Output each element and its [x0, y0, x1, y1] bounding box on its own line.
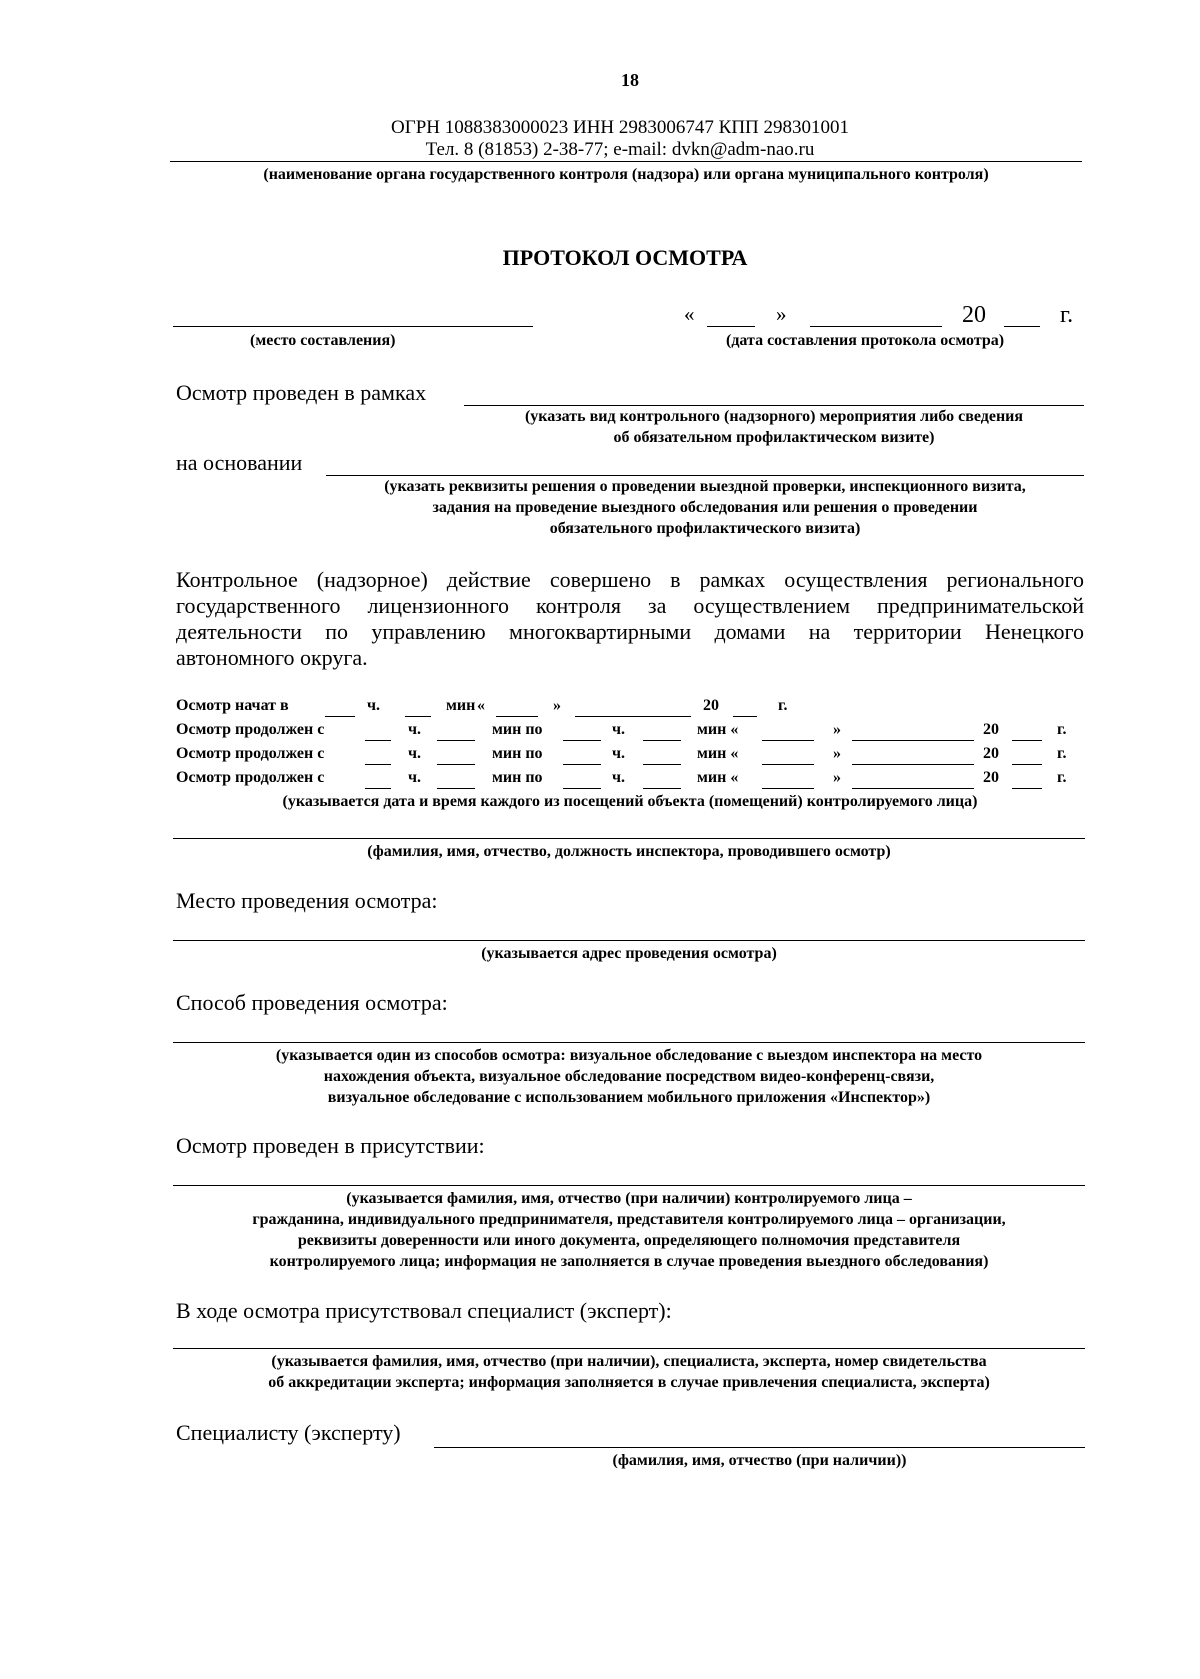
continued-from-hours-field[interactable] — [365, 740, 391, 741]
continued-minutes-to: мин по — [492, 769, 543, 786]
continued-to-minutes-field[interactable] — [643, 764, 681, 765]
continued-from-hours-field[interactable] — [365, 764, 391, 765]
date-year-prefix: 20 — [962, 302, 986, 328]
continued-from-hours-field[interactable] — [365, 788, 391, 789]
continued-to-minutes-field[interactable] — [643, 788, 681, 789]
statement-line-3: деятельности по управлению многоквартирными домами на территории Ненецкого — [176, 619, 1084, 644]
continued-minutes-quote: мин « — [697, 745, 739, 762]
continued-close-quote: » — [833, 745, 841, 762]
continued-day-field[interactable] — [762, 740, 814, 741]
continued-year-field[interactable] — [1012, 764, 1042, 765]
presence-caption-3: реквизиты доверенности или иного документа, определяющего полномочия представителя — [297, 1232, 961, 1249]
continued-month-field[interactable] — [852, 764, 974, 765]
header-ids: ОГРН 1088383000023 ИНН 2983006747 КПП 298301001 — [390, 117, 850, 138]
continued-to-hours-unit: ч. — [612, 721, 626, 738]
presence-caption-4: контролируемого лица; информация не заполняется в случае проведения выездного обследования) — [269, 1253, 989, 1270]
date-open-quote: « — [684, 302, 695, 326]
continued-year-field[interactable] — [1012, 788, 1042, 789]
started-hours-unit: ч. — [367, 697, 381, 714]
statement-line-4: автономного округа. — [176, 645, 368, 670]
page-number: 18 — [621, 70, 639, 90]
continued-year-field[interactable] — [1012, 740, 1042, 741]
continued-minutes-quote: мин « — [697, 769, 739, 786]
basis-field[interactable] — [326, 475, 1084, 476]
continued-to-hours-unit: ч. — [612, 745, 626, 762]
date-close-quote: » — [776, 302, 787, 326]
statement-line-2: государственного лицензионного контроля за осуществлением предпринимательской — [176, 593, 1084, 618]
started-close-quote: » — [553, 697, 561, 714]
location-field[interactable] — [173, 940, 1085, 941]
framework-caption-1: (указать вид контрольного (надзорного) мероприятия либо сведения — [524, 408, 1024, 425]
started-open-quote: « — [477, 697, 485, 714]
date-caption: (дата составления протокола осмотра) — [726, 332, 1005, 349]
started-minutes-unit: мин — [446, 697, 476, 714]
continued-from-minutes-field[interactable] — [437, 764, 475, 765]
continued-to-hours-field[interactable] — [563, 788, 601, 789]
timing-caption: (указывается дата и время каждого из посещений объекта (помещений) контролируемого лица) — [282, 793, 978, 810]
basis-caption-1: (указать реквизиты решения о проведении выездной проверки, инспекционного визита, — [384, 478, 1026, 495]
started-year-suffix: г. — [778, 697, 788, 714]
presence-label: Осмотр проведен в присутствии: — [176, 1133, 485, 1158]
started-day-field[interactable] — [496, 716, 538, 717]
continued-day-field[interactable] — [762, 788, 814, 789]
expert-field[interactable] — [173, 1348, 1085, 1349]
inspector-caption: (фамилия, имя, отчество, должность инспектора, проводившего осмотр) — [367, 843, 891, 860]
continued-year-suffix: г. — [1057, 745, 1067, 762]
framework-label: Осмотр проведен в рамках — [176, 380, 427, 405]
expert-caption-2: об аккредитации эксперта; информация заполняется в случае привлечения специалиста, эксперта) — [268, 1374, 990, 1391]
basis-label: на основании — [176, 450, 303, 475]
specialist-field[interactable] — [434, 1447, 1085, 1448]
header-caption: (наименование органа государственного контроля (надзора) или органа муниципального контроля) — [263, 166, 989, 183]
place-field[interactable] — [173, 326, 533, 327]
continued-year-prefix: 20 — [983, 721, 999, 738]
continued-year-suffix: г. — [1057, 769, 1067, 786]
continued-from-minutes-field[interactable] — [437, 740, 475, 741]
continued-to-hours-field[interactable] — [563, 740, 601, 741]
started-hours-field[interactable] — [325, 716, 355, 717]
continued-minutes-to: мин по — [492, 745, 543, 762]
presence-caption-1: (указывается фамилия, имя, отчество (при наличии) контролируемого лица – — [346, 1190, 912, 1207]
inspector-field[interactable] — [173, 838, 1085, 839]
continued-year-suffix: г. — [1057, 721, 1067, 738]
continued-from-hours-unit: ч. — [408, 721, 422, 738]
continued-minutes-quote: мин « — [697, 721, 739, 738]
specialist-label: Специалисту (эксперту) — [176, 1420, 401, 1445]
date-day-field[interactable] — [707, 326, 755, 327]
location-label: Место проведения осмотра: — [176, 888, 438, 913]
header-rule — [170, 161, 1082, 162]
statement-line-1: Контрольное (надзорное) действие совершено в рамках осуществления регионального — [176, 567, 1084, 592]
method-field[interactable] — [173, 1042, 1085, 1043]
date-year-suffix: г. — [1060, 302, 1074, 328]
continued-close-quote: » — [833, 721, 841, 738]
specialist-caption: (фамилия, имя, отчество (при наличии)) — [612, 1452, 907, 1469]
method-label: Способ проведения осмотра: — [176, 990, 448, 1015]
continued-month-field[interactable] — [852, 740, 974, 741]
expert-caption-1: (указывается фамилия, имя, отчество (при наличии), специалиста, эксперта, номер свидетельства — [271, 1353, 987, 1370]
date-month-field[interactable] — [810, 326, 942, 327]
continued-minutes-to: мин по — [492, 721, 543, 738]
continued-to-minutes-field[interactable] — [643, 740, 681, 741]
continued-year-prefix: 20 — [983, 745, 999, 762]
continued-from-hours-unit: ч. — [408, 769, 422, 786]
basis-caption-3: обязательного профилактического визита) — [549, 520, 861, 537]
started-month-field[interactable] — [575, 716, 691, 717]
method-caption-2: нахождения объекта, визуальное обследование посредством видео-конференц-связи, — [323, 1068, 935, 1085]
continued-from-hours-unit: ч. — [408, 745, 422, 762]
framework-caption-2: об обязательном профилактическом визите) — [613, 429, 935, 446]
continued-to-hours-field[interactable] — [563, 764, 601, 765]
header-contacts: Тел. 8 (81853) 2-38-77; e-mail: dvkn@adm-nao.ru — [425, 139, 815, 160]
started-year-prefix: 20 — [703, 697, 719, 714]
continued-label: Осмотр продолжен с — [176, 769, 325, 786]
started-label: Осмотр начат в — [176, 697, 289, 714]
presence-caption-2: гражданина, индивидуального предпринимателя, представителя контролируемого лица – организации, — [252, 1211, 1006, 1228]
continued-close-quote: » — [833, 769, 841, 786]
started-year-field[interactable] — [733, 716, 757, 717]
continued-from-minutes-field[interactable] — [437, 788, 475, 789]
basis-caption-2: задания на проведение выездного обследования или решения о проведении — [432, 499, 978, 516]
method-caption-3: визуальное обследование с использованием мобильного приложения «Инспектор») — [327, 1089, 931, 1106]
continued-day-field[interactable] — [762, 764, 814, 765]
place-caption: (место составления) — [250, 332, 396, 349]
continued-label: Осмотр продолжен с — [176, 745, 325, 762]
continued-month-field[interactable] — [852, 788, 974, 789]
continued-year-prefix: 20 — [983, 769, 999, 786]
continued-to-hours-unit: ч. — [612, 769, 626, 786]
presence-field[interactable] — [173, 1185, 1085, 1186]
document-title: ПРОТОКОЛ ОСМОТРА — [502, 245, 748, 270]
started-minutes-field[interactable] — [405, 716, 431, 717]
framework-field[interactable] — [464, 405, 1084, 406]
continued-label: Осмотр продолжен с — [176, 721, 325, 738]
date-year-field[interactable] — [1004, 326, 1040, 327]
expert-label: В ходе осмотра присутствовал специалист (эксперт): — [176, 1298, 672, 1323]
location-caption: (указывается адрес проведения осмотра) — [481, 945, 777, 962]
method-caption-1: (указывается один из способов осмотра: визуальное обследование с выездом инспектора на место — [275, 1047, 983, 1064]
